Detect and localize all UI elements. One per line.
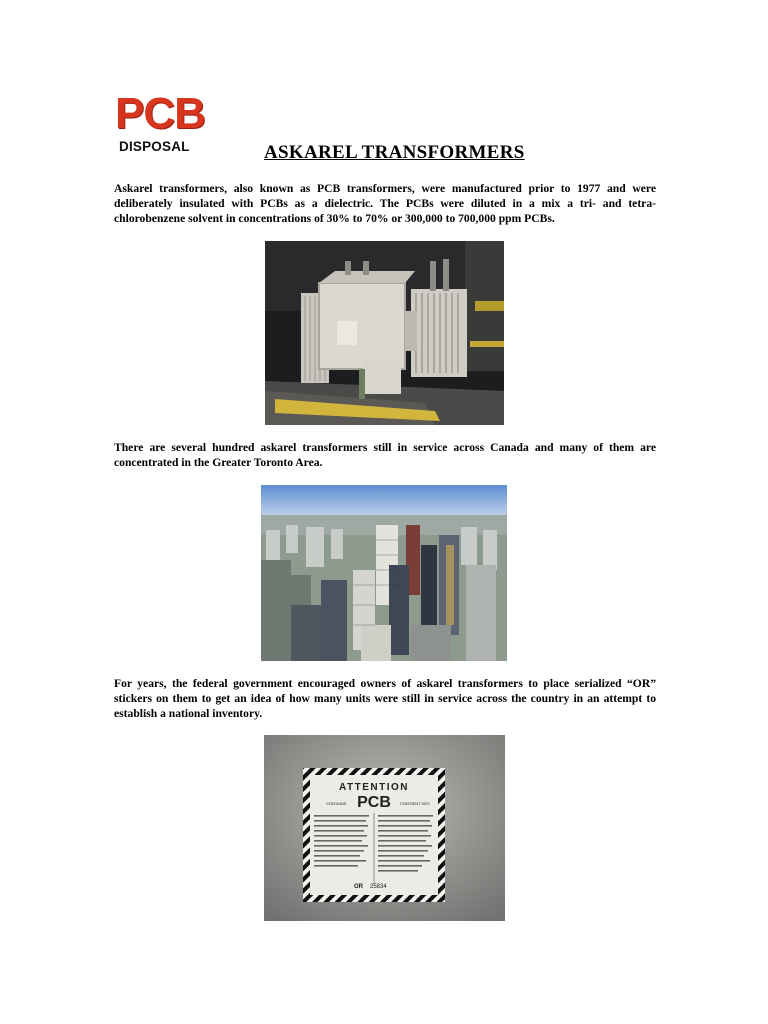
transformer-photo xyxy=(265,241,504,425)
sticker-attention-text: ATTENTION xyxy=(339,782,409,793)
logo-pcb-text: PCB xyxy=(115,89,205,138)
page-title: ASKAREL TRANSFORMERS xyxy=(264,142,525,163)
sticker-contains-text: CONTAINS xyxy=(326,801,347,806)
pcb-disposal-logo xyxy=(115,89,215,162)
paragraph-stickers: For years, the federal government encouraged owners of askarel transformers to place serialized “OR” stickers on them to get an idea of how many units were still in service across the country in an attempt to establish a national inventory. xyxy=(114,677,656,720)
sticker-pcb-text: PCB xyxy=(357,794,391,811)
sticker-contient-text: CONTIENT DES xyxy=(400,801,430,806)
paragraph-intro: Askarel transformers, also known as PCB transformers, were manufactured prior to 1977 and were deliberately insulated with PCBs as a dielectric. The PCBs were diluted in a mix a tri- and tetra-chlorobenzene solvent in concentrations of 30% to 70% or 300,000 to 700,000 ppm PCBs. xyxy=(114,182,656,225)
toronto-aerial-photo xyxy=(261,485,507,661)
sticker-serial-number: 25834 xyxy=(370,884,387,890)
logo-disposal-text: DISPOSAL xyxy=(119,139,190,154)
pcb-sticker-photo xyxy=(264,735,505,921)
paragraph-canada: There are several hundred askarel transformers still in service across Canada and many of them are concentrated in the Greater Toronto Area. xyxy=(114,441,656,469)
sticker-or-label: OR xyxy=(354,884,363,890)
